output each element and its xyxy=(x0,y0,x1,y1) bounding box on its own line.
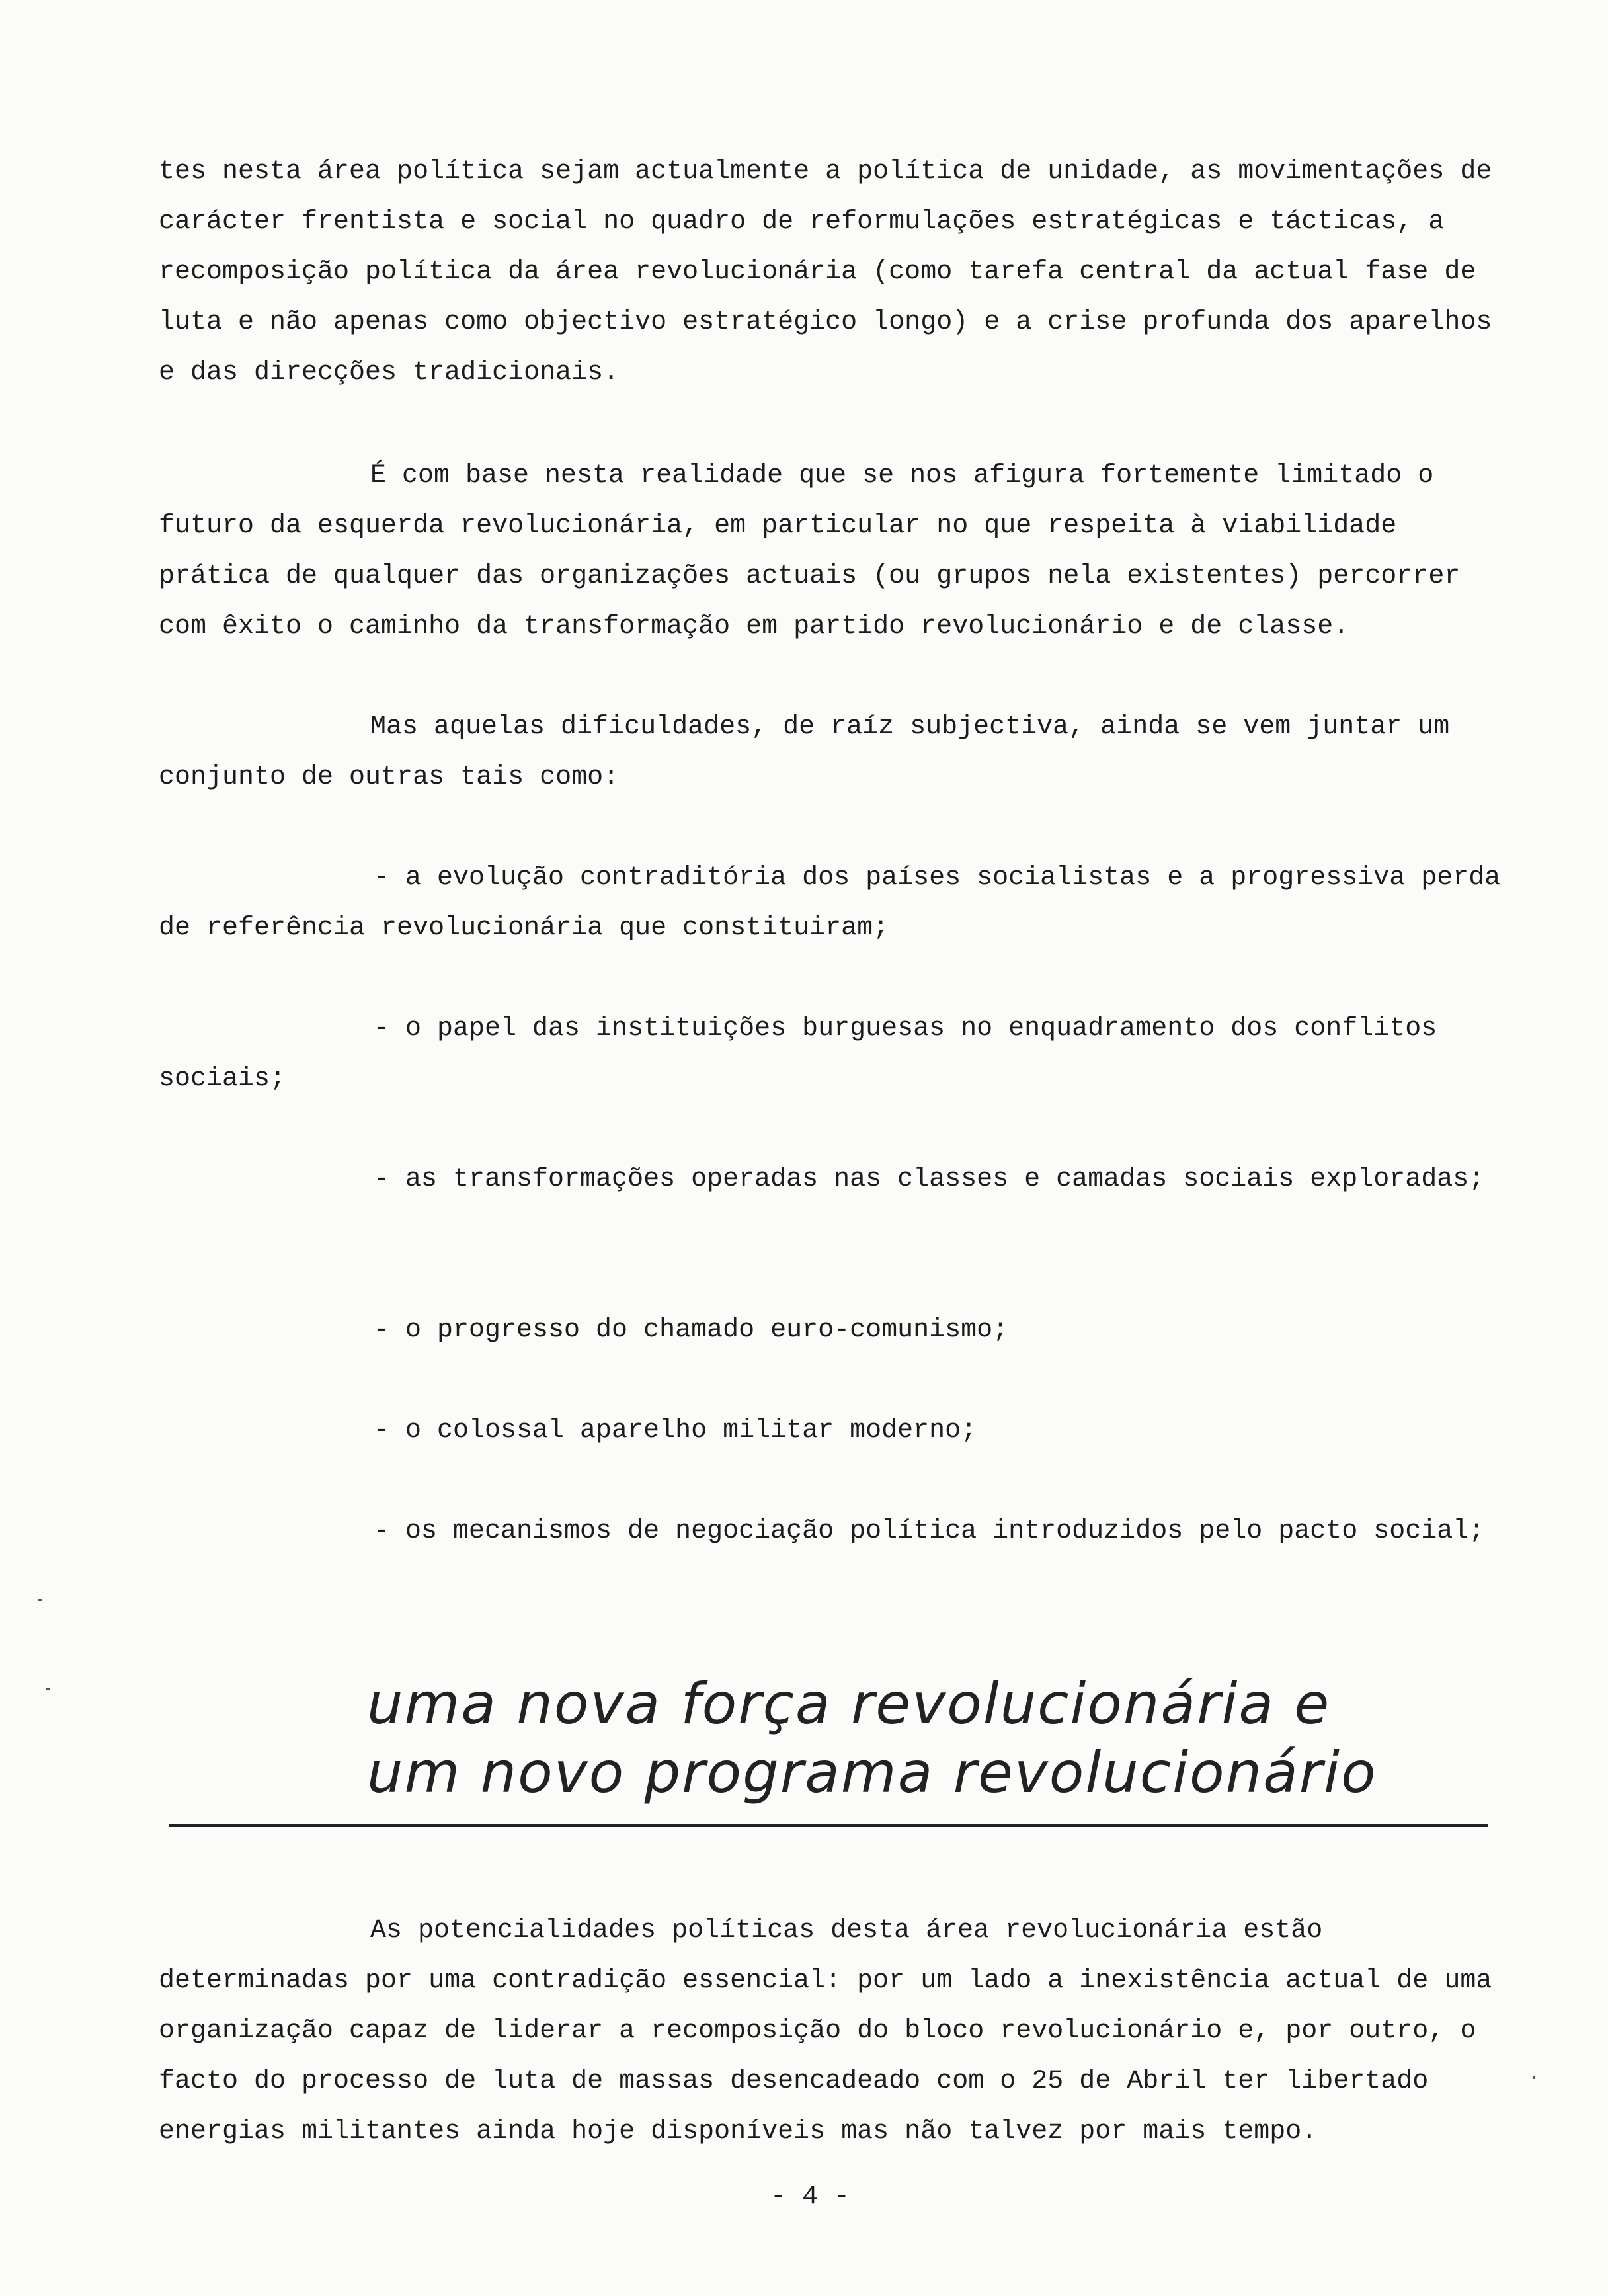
list-item-2: - o papel das instituições burguesas no enquadramento dos conflitos sociais; xyxy=(159,1014,1437,1094)
heading-line-2: um novo programa revolucionário xyxy=(367,1740,1377,1806)
paragraph-1: tes nesta área política sejam actualmente a política de unidade, as movimentações de carácter frentista e social no quadro de reformulações estratégicas e tácticas, a recomposição política da área revolucionária (como tarefa central da actual fase de luta e não apenas como objectivo estratégico longo) e a crise profunda dos aparelhos e das direcções tradicionais. xyxy=(159,157,1492,388)
scan-speck xyxy=(46,1688,50,1690)
list-item-1: - a evolução contraditória dos países socialistas e a progressiva perda de referência revolucionária que constituiram; xyxy=(159,863,1501,943)
section-heading xyxy=(367,1670,1491,1807)
list-item-3: - as transformações operadas nas classes e camadas sociais exploradas; xyxy=(374,1165,1485,1194)
heading-rule xyxy=(169,1824,1488,1827)
heading-line-1: uma nova força revolucionária e xyxy=(367,1671,1331,1737)
paragraph-3: Mas aquelas dificuldades, de raíz subjectiva, ainda se vem juntar um conjunto de outras tais como: xyxy=(159,712,1450,792)
paragraph-4: As potencialidades políticas desta área revolucionária estão determinadas por uma contradição essencial: por um lado a inexistência actual de uma organização capaz de liderar a recomposição do bloco revolucionário e, por outro, o facto do processo de luta de massas desencadeado com o 25 de Abril ter libertado energias militantes ainda hoje disponíveis mas não talvez por mais tempo. xyxy=(159,1916,1492,2147)
page-number: - 4 - xyxy=(770,2182,850,2212)
list-item-5: - o colossal aparelho militar moderno; xyxy=(374,1416,977,1446)
paragraph-2: É com base nesta realidade que se nos afigura fortemente limitado o futuro da esquerda revolucionária, em particular no que respeita à viabilidade prática de qualquer das organizações actuais (ou grupos nela existentes) percorrer com êxito o caminho da transformação em partido revolucionário e de classe. xyxy=(159,461,1461,641)
list-item-4: - o progresso do chamado euro-comunismo; xyxy=(374,1315,1009,1345)
list-item-6: - os mecanismos de negociação política introduzidos pelo pacto social; xyxy=(374,1516,1485,1546)
scan-speck xyxy=(38,1599,42,1601)
scan-speck xyxy=(1533,2076,1535,2079)
